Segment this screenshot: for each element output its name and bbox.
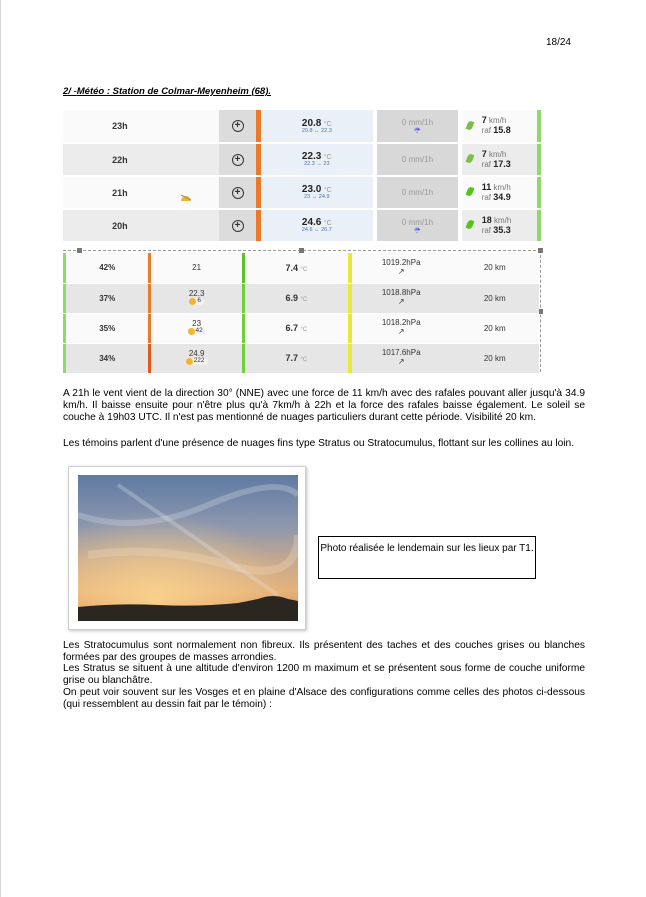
wind-cell	[478, 110, 537, 143]
wind-color-bar	[537, 209, 541, 242]
wind-unit: km/h	[493, 182, 511, 192]
visibility-cell: 20 km	[451, 253, 539, 283]
hour-cell: 21h	[63, 176, 177, 209]
visibility-cell: 20 km	[451, 313, 539, 343]
hourly-row	[63, 143, 541, 176]
wind-speed: 18	[481, 214, 492, 225]
dewpoint-cell	[151, 313, 241, 343]
section-prefix: 2/	[63, 86, 71, 97]
wind-unit: km/h	[488, 116, 507, 126]
dewpoint-cell	[151, 343, 241, 373]
temperature-value: 24.6	[301, 217, 322, 229]
weather-table-hourly	[63, 110, 541, 243]
wind-unit: km/h	[488, 149, 507, 159]
detail-row	[63, 253, 539, 283]
wind-unit: km/h	[493, 215, 512, 225]
detail-row	[63, 283, 539, 313]
dewpoint-value: 22.3	[188, 288, 205, 298]
section-separator: -	[70, 86, 77, 97]
wind-cell	[478, 143, 537, 176]
rain-cell	[377, 176, 459, 209]
sun-badge	[186, 358, 208, 365]
dewpoint-value: 24.9	[188, 348, 205, 358]
sun-badge-value: 222	[193, 356, 205, 364]
visibility-cell: 20 km	[451, 283, 539, 313]
wind-color-bar	[537, 143, 541, 176]
temperature-unit: °C	[323, 154, 332, 162]
photo-frame	[68, 466, 306, 630]
rain-icon: ☔	[413, 227, 422, 234]
plus-circle-icon[interactable]: +	[232, 220, 244, 232]
wind-direction-icon	[466, 219, 475, 230]
hourly-row	[63, 110, 541, 143]
paragraph-stratus: Les Stratus se situent à une altitude d'environ 1200 m maximum et se présentent sous forme de couche uniforme grise ou blanchâtre.	[63, 663, 585, 686]
pressure-value: 1019.2hPa	[381, 257, 421, 267]
temp2-value: 7.4	[285, 262, 298, 273]
expand-cell	[219, 176, 256, 209]
wind-speed: 7	[481, 148, 487, 159]
rain-cell	[377, 110, 459, 143]
temperature-value: 22.3	[301, 151, 322, 163]
temp2-cell	[245, 343, 348, 373]
wind-color-bar	[537, 110, 541, 143]
gust-label: raf	[481, 192, 492, 202]
dewpoint-value: 21	[192, 262, 202, 272]
sun-badge	[189, 298, 204, 305]
rain-value: 0 mm/1h	[401, 155, 434, 164]
temp2-cell	[245, 253, 348, 283]
rain-cell	[377, 209, 459, 242]
sun-badge-value: 6	[197, 296, 201, 304]
expand-cell	[219, 110, 256, 143]
section-title	[63, 86, 271, 97]
pressure-arrow-icon: ↗	[397, 297, 405, 306]
section-title-text: Météo : Station de Colmar-Meyenheim (68).	[76, 86, 272, 97]
gust-speed: 35.3	[493, 224, 511, 235]
hourly-row	[63, 209, 541, 242]
photo-caption: Photo réalisée le lendemain sur les lieux par T1.	[318, 536, 536, 579]
weather-table-details	[63, 250, 541, 372]
wind-cell	[478, 209, 537, 242]
sun-badge	[188, 328, 206, 335]
humidity-cell: 37%	[66, 283, 148, 313]
detail-row	[63, 313, 539, 343]
pressure-cell	[352, 253, 451, 283]
pressure-cell	[352, 343, 451, 373]
expand-cell	[219, 143, 256, 176]
temperature-range: 23 ↔ 24.9	[304, 194, 330, 201]
gust-label: raf	[481, 225, 492, 235]
temperature-unit: °C	[323, 120, 332, 128]
rain-value: 0 mm/1h	[401, 188, 434, 197]
wind-direction-cell	[462, 110, 478, 143]
temp2-cell	[245, 283, 348, 313]
paragraph-stratocumulus: Les Stratocumulus sont normalement non fibreux. Ils présentent des taches et des couches grises ou blanches formées par des groupes de masses arrondies.	[63, 640, 585, 663]
dewpoint-cell	[151, 253, 241, 283]
pressure-arrow-icon: ↗	[397, 357, 405, 366]
wind-color-bar	[537, 176, 541, 209]
sun-badge-value: 42	[195, 326, 203, 334]
visibility-cell: 20 km	[451, 343, 539, 373]
temperature-value: 20.8	[301, 117, 322, 129]
humidity-cell: 42%	[66, 253, 148, 283]
gust-speed: 34.9	[493, 191, 511, 202]
paragraph-wind: A 21h le vent vient de la direction 30° (NNE) avec une force de 11 km/h avec des rafales pouvant aller jusqu'à 34.9 km/h. Il baisse ensuite pour n'être plus qu'à 7km/h à 22h et la force des rafales baisse également. Le soleil se couche à 19h03 UTC. Il n'est pas mentionné de nuages particuliers durant cette période. Visibilité 20 km.	[63, 388, 585, 423]
temperature-cell	[261, 209, 373, 242]
temperature-range: 22.3 ↔ 23	[304, 161, 330, 168]
expand-cell	[219, 209, 256, 242]
weather-table-details-grid	[63, 253, 539, 374]
pressure-value: 1018.2hPa	[381, 318, 421, 328]
temperature-unit: °C	[323, 187, 332, 195]
wind-direction-icon	[466, 153, 475, 164]
humidity-cell: 34%	[66, 343, 148, 373]
wind-speed: 7	[481, 115, 487, 126]
rain-icon: ☔	[413, 128, 422, 134]
pressure-cell	[352, 313, 451, 343]
weather-icon-cell	[177, 110, 219, 143]
temperature-range: 24.6 ↔ 26.7	[301, 227, 332, 234]
pressure-value: 1018.8hPa	[381, 288, 421, 298]
dewpoint-value: 23	[192, 318, 202, 328]
pressure-cell	[352, 283, 451, 313]
temp2-value: 6.9	[285, 293, 298, 303]
temp2-unit: °C	[300, 297, 308, 303]
gust-speed: 15.8	[493, 125, 511, 135]
temperature-cell	[261, 110, 373, 143]
wind-speed: 11	[481, 181, 492, 192]
wind-direction-icon	[466, 120, 475, 131]
temp2-value: 6.7	[285, 323, 298, 333]
gust-speed: 17.3	[493, 158, 511, 169]
temp2-cell	[245, 313, 348, 343]
weather-icon-cell	[177, 143, 219, 176]
paragraph-vosges: On peut voir souvent sur les Vosges et en plaine d'Alsace des configurations comme celles des photos ci-dessous (qui ressemblent au dessin fait par le témoin) :	[63, 687, 585, 710]
wind-direction-icon	[466, 186, 475, 197]
wind-direction-cell	[462, 176, 478, 209]
sun-icon	[189, 298, 196, 305]
dewpoint-cell	[151, 283, 241, 313]
temperature-cell	[261, 143, 373, 176]
wind-direction-cell	[462, 143, 478, 176]
hour-cell: 23h	[63, 110, 177, 143]
hourly-row	[63, 176, 541, 209]
temp2-unit: °C	[300, 266, 308, 273]
pressure-arrow-icon: ↗	[397, 266, 405, 276]
paragraph-witnesses: Les témoins parlent d'une présence de nuages fins type Stratus ou Stratocumulus, flottant sur les collines au loin.	[63, 438, 575, 449]
wind-cell	[478, 176, 537, 209]
temperature-cell	[261, 176, 373, 209]
sunset-icon	[181, 193, 191, 201]
sky-photo	[78, 475, 298, 621]
plus-circle-icon[interactable]: +	[232, 120, 244, 132]
gust-label: raf	[481, 159, 492, 169]
hour-cell: 20h	[63, 209, 177, 242]
sunset-sky-image	[78, 475, 298, 621]
sun-icon	[186, 358, 193, 365]
temp2-unit: °C	[300, 327, 308, 333]
temperature-range: 20.8 ↔ 22.3	[301, 127, 332, 134]
page-number: 18/24	[545, 37, 571, 48]
weather-icon-cell	[177, 209, 219, 242]
rain-cell	[377, 143, 459, 176]
plus-circle-icon[interactable]: +	[232, 154, 244, 166]
rain-value: 0 mm/1h	[401, 217, 434, 227]
rain-value: 0 mm/1h	[401, 118, 434, 127]
temp2-value: 7.7	[285, 353, 298, 363]
plus-circle-icon[interactable]: +	[232, 187, 244, 199]
weather-icon-cell	[177, 176, 219, 209]
pressure-value: 1017.6hPa	[381, 348, 421, 358]
temperature-unit: °C	[323, 220, 332, 228]
humidity-cell: 35%	[66, 313, 148, 343]
detail-row	[63, 343, 539, 373]
sun-icon	[188, 328, 195, 335]
temp2-unit: °C	[300, 357, 308, 363]
temperature-value: 23.0	[301, 184, 322, 196]
wind-direction-cell	[462, 209, 478, 242]
pressure-arrow-icon: ↗	[397, 327, 405, 336]
hour-cell: 22h	[63, 143, 177, 176]
gust-label: raf	[481, 126, 492, 135]
